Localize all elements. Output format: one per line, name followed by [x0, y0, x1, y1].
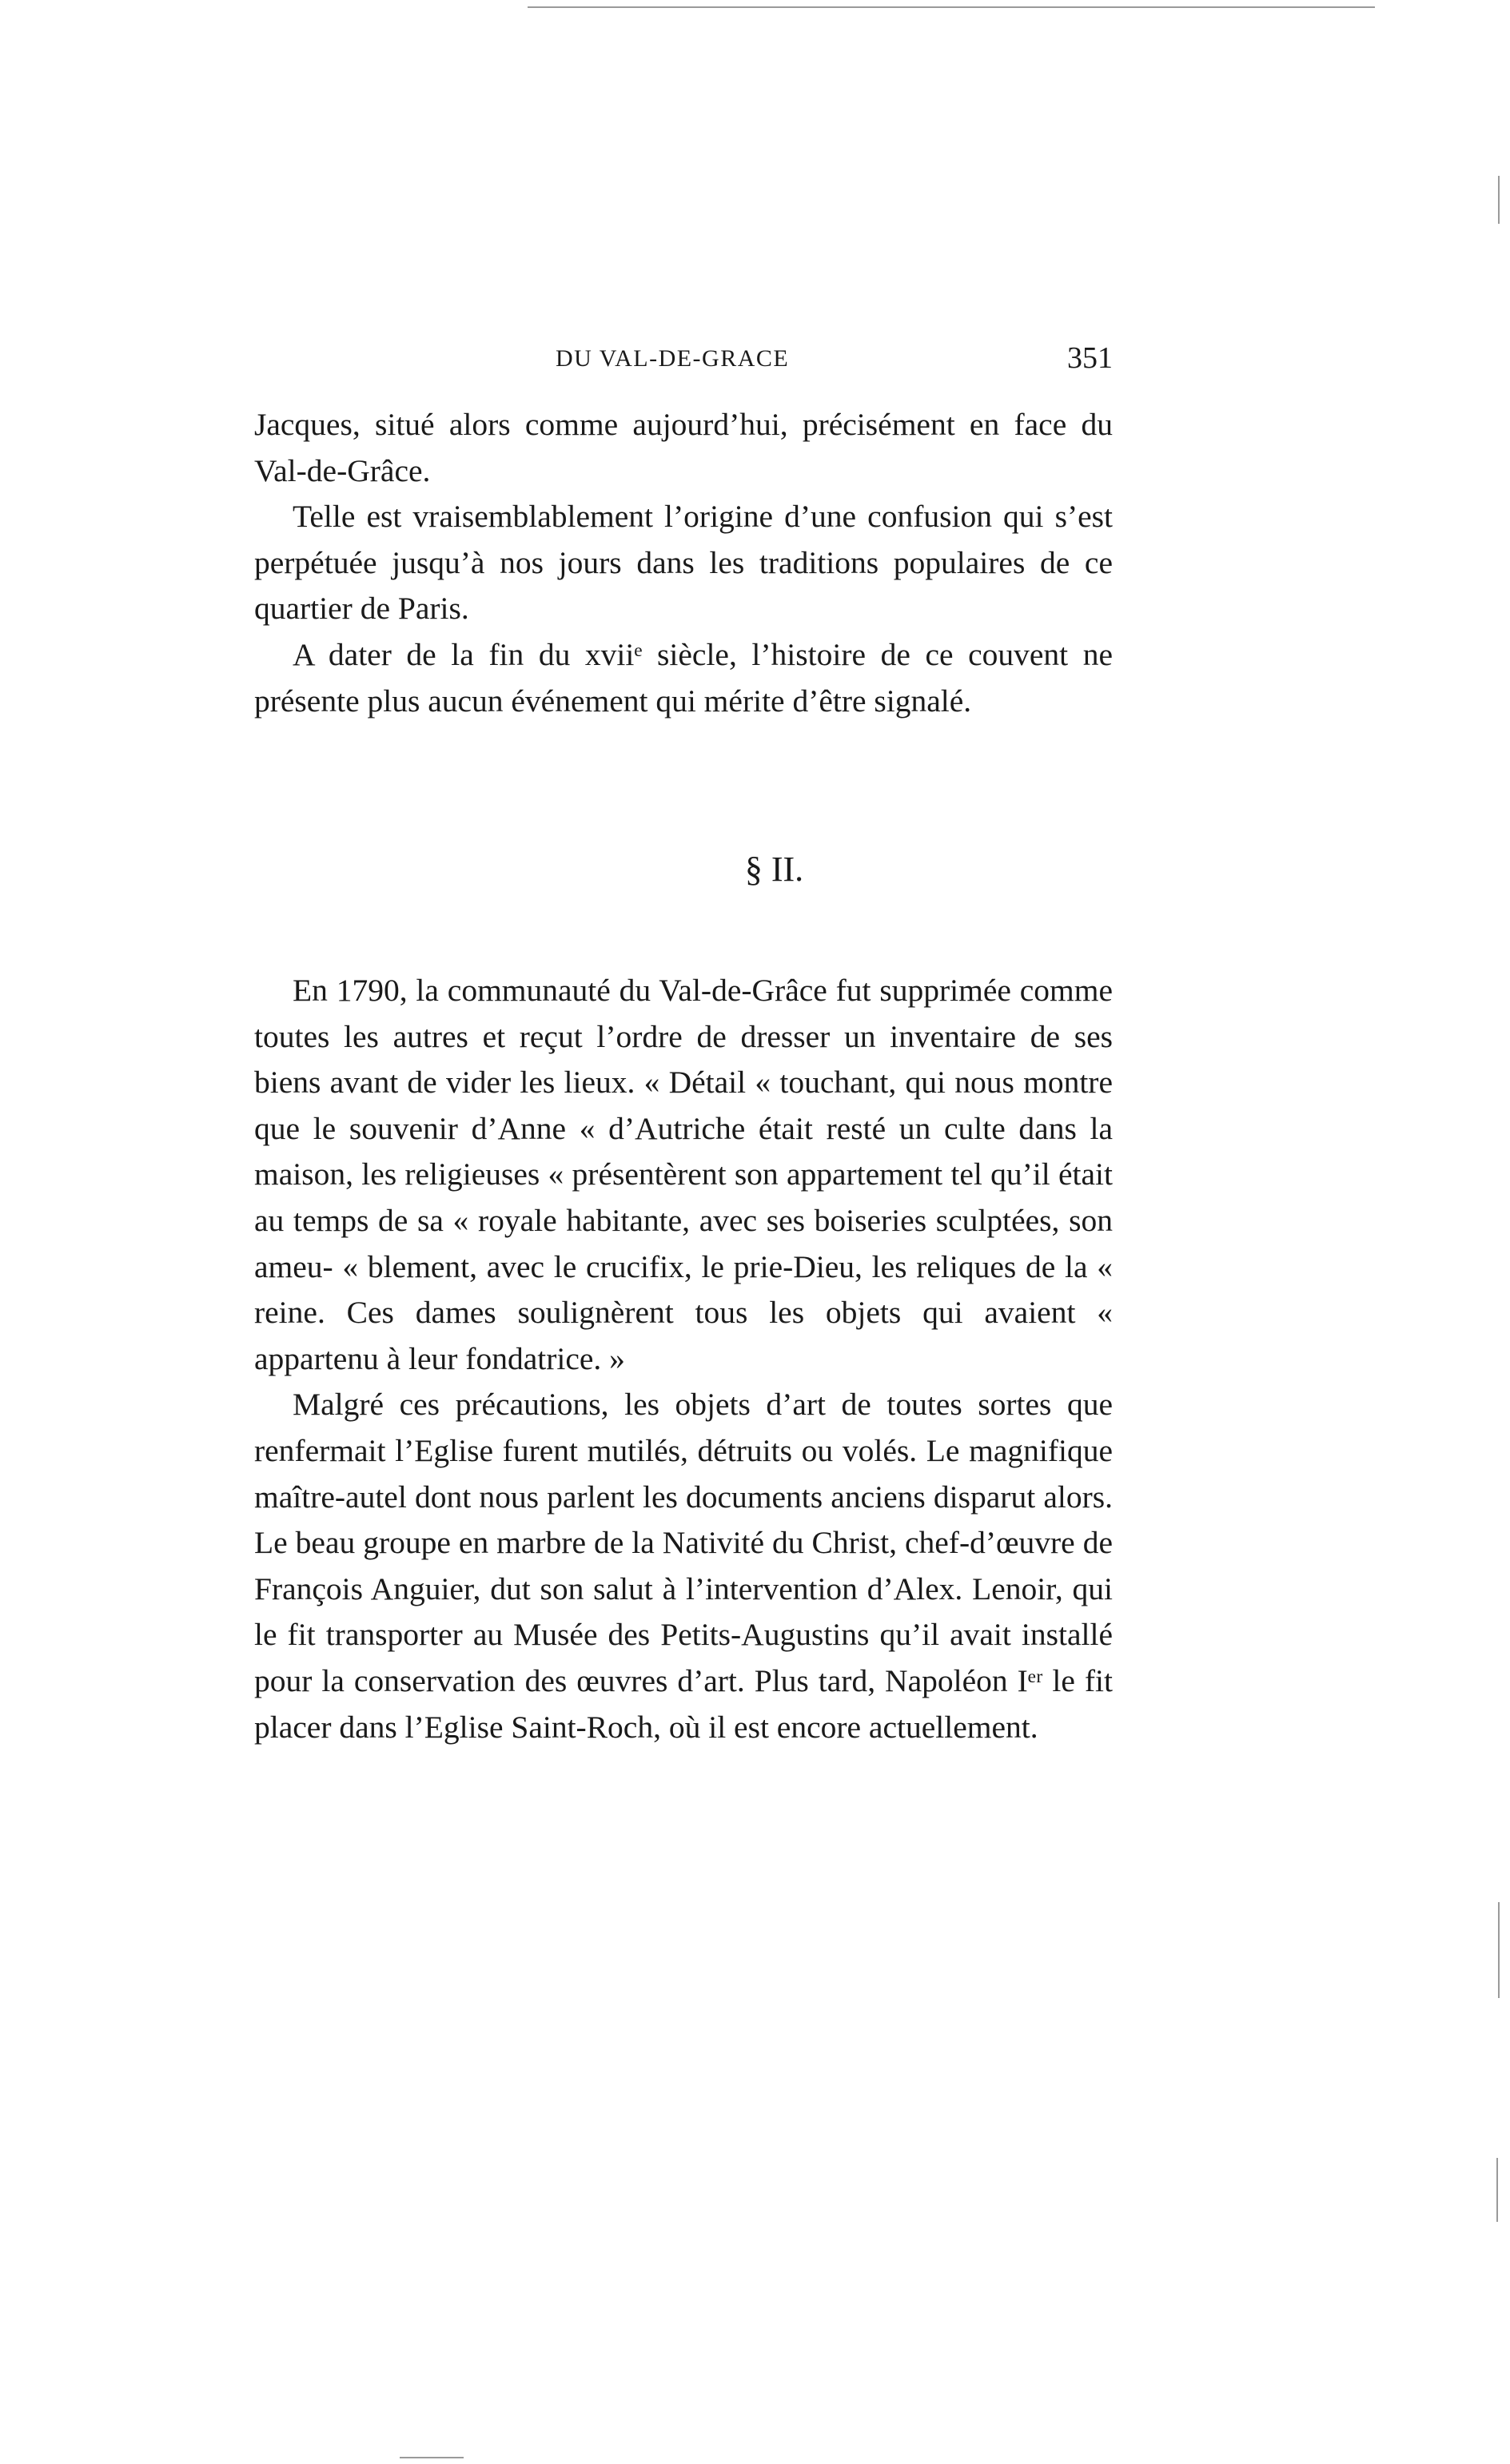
- scan-edge-right: [1498, 176, 1500, 224]
- paragraph: Malgré ces précautions, les objets d’art de toutes sortes que renfermait l’Eglise furent mutilés, détruits ou volés. Le magnifique maître-autel dont nous parlent les documents anciens disparut alors. Le beau groupe en marbre de la Nativité du Christ, chef-d’œuvre de François Anguier, dut son salut à l’intervention d’Alex. Lenoir, qui le fit transporter au Musée des Petits-Augustins qu’il avait installé pour la conservation des œuvres d’art. Plus tard, Napoléon Iᵉʳ le fit placer dans l’Eglise Saint-Roch, où il est encore actuellement.: [254, 1387, 1113, 1745]
- page-number: 351: [1067, 341, 1113, 375]
- scan-edge-right-bottom: [1496, 2158, 1498, 2222]
- text-block-top: [254, 402, 1113, 724]
- scan-edge-bottom: [400, 2457, 464, 2458]
- paragraph: A dater de la fin du xviiᵉ siècle, l’histoire de ce couvent ne présente plus aucun événement qui mérite d’être signalé.: [254, 636, 1113, 719]
- section-heading: [0, 849, 1510, 890]
- paragraph: Jacques, situé alors comme aujourd’hui, précisément en face du Val-de-Grâce.: [254, 407, 1113, 488]
- text-block-bottom: [254, 968, 1113, 1750]
- paragraph: En 1790, la communauté du Val-de-Grâce fut supprimée comme toutes les autres et reçut l’ordre de dresser un inventaire de ses biens avant de vider les lieux. « Détail « touchant, qui nous montre que le souvenir d’Anne « d’Autriche était resté un culte dans la maison, les religieuses « présentèrent son appartement tel qu’il était au temps de sa « royale habitante, avec ses boiseries sculptées, son ameu- « blement, avec le crucifix, le prie-Dieu, les reliques de la « reine. Ces dames soulignèrent tous les objets qui avaient « appartenu à leur fondatrice. »: [254, 973, 1113, 1376]
- scan-edge-top: [528, 6, 1375, 8]
- paragraph: Telle est vraisemblablement l’origine d’une confusion qui s’est perpétuée jusqu’à nos jours dans les traditions populaires de ce quartier de Paris.: [254, 499, 1113, 627]
- running-title: DU VAL-DE-GRACE: [556, 345, 790, 372]
- section-heading-text: § II.: [744, 850, 804, 889]
- scan-edge-right-lower: [1498, 1902, 1500, 1998]
- page-header: [254, 341, 1113, 385]
